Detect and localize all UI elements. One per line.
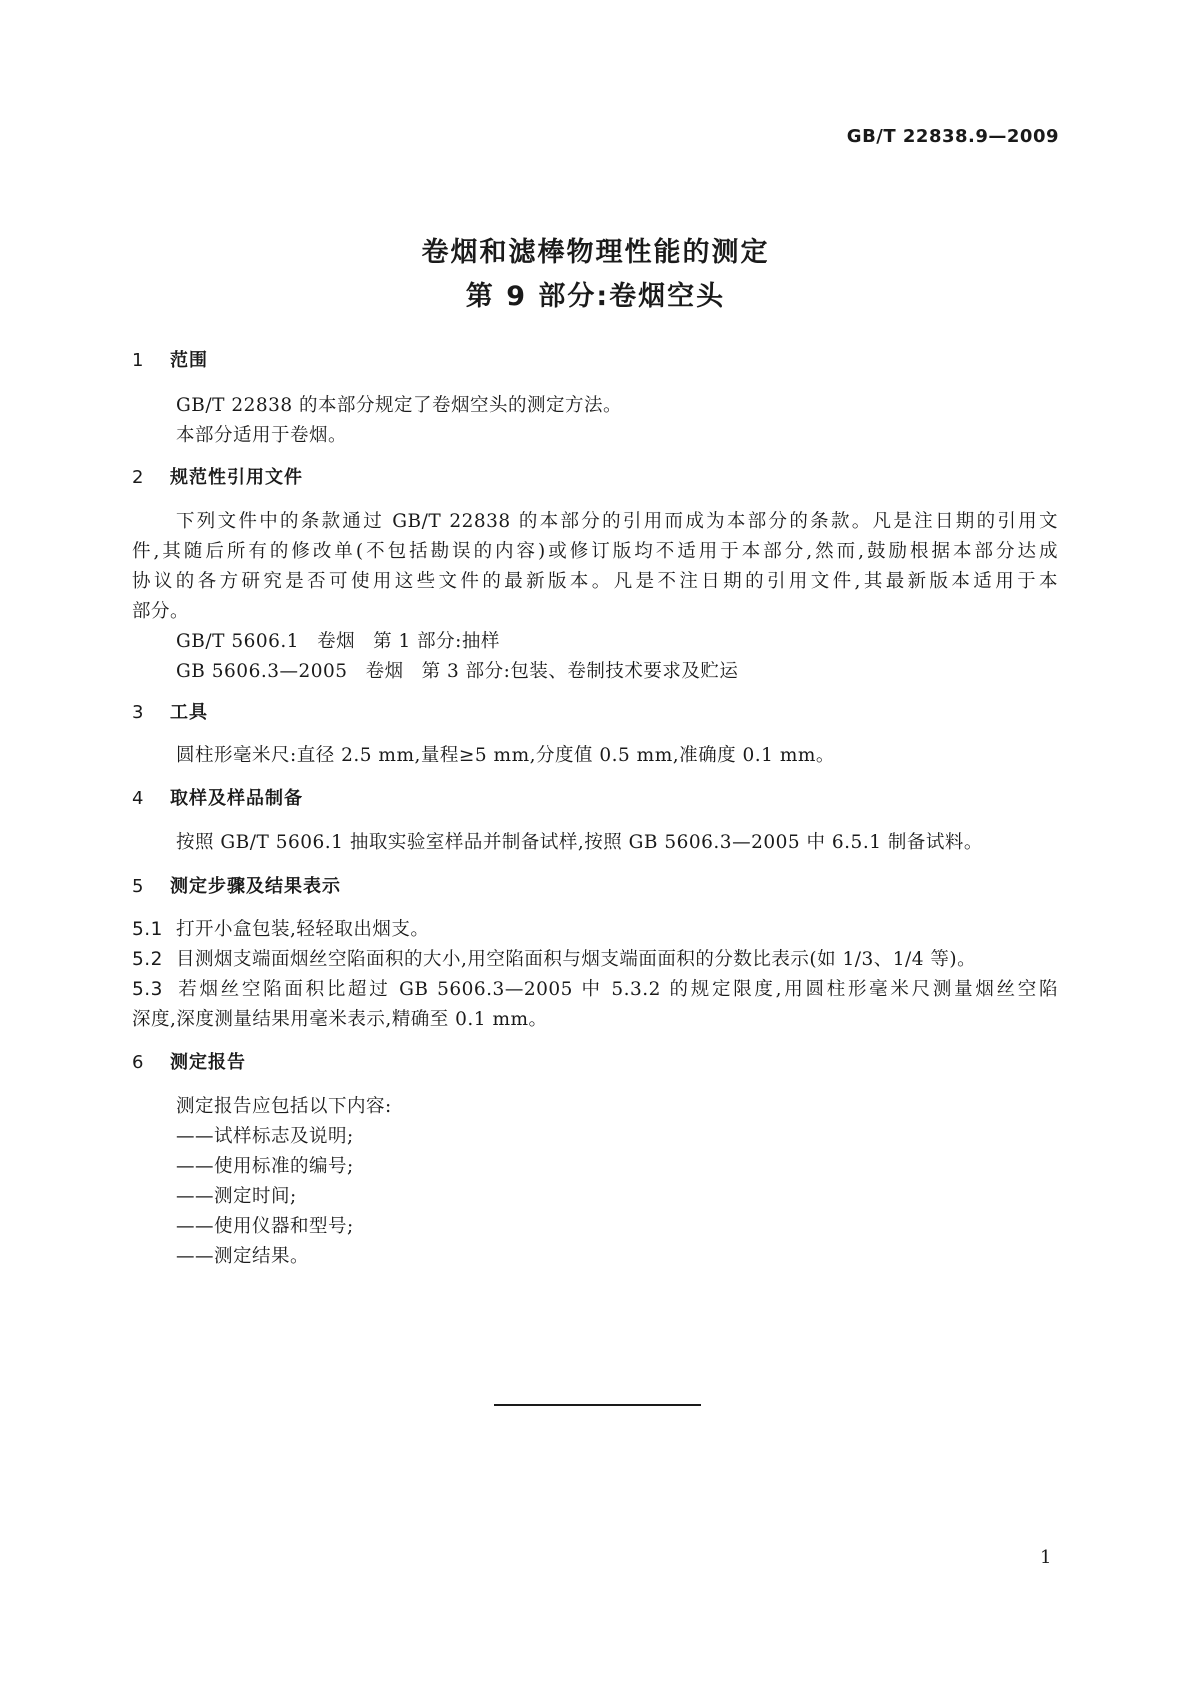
clause-5-3-continued: 深度,深度测量结果用毫米表示,精确至 0.1 mm。 — [132, 1009, 548, 1030]
section-number: 3 — [132, 702, 145, 723]
list-item: ——测定结果。 — [176, 1246, 310, 1267]
section-title: 测定步骤及结果表示 — [170, 876, 341, 897]
section-2-heading — [132, 463, 303, 489]
list-item: ——测定时间; — [176, 1186, 297, 1207]
clause-text: 目测烟支端面烟丝空陷面积的大小,用空陷面积与烟支端面面积的分数比表示(如 1/3、1/4 等)。 — [176, 949, 977, 970]
section-number: 1 — [132, 350, 145, 371]
list-item: ——试样标志及说明; — [176, 1126, 354, 1147]
clause-5-3 — [132, 975, 1058, 1001]
section-4-heading — [132, 784, 303, 810]
reference-code: GB 5606.3—2005 — [176, 661, 348, 682]
section-number: 5 — [132, 876, 145, 897]
standard-code: GB/T 22838.9—2009 — [846, 126, 1059, 147]
clause-5-2 — [132, 945, 976, 971]
section-title: 工具 — [170, 702, 208, 723]
document-subtitle: 第 9 部分:卷烟空头 — [465, 281, 726, 312]
clause-number: 5.3 — [132, 979, 163, 1000]
normative-reference — [176, 657, 738, 683]
section-number: 2 — [132, 467, 145, 488]
page-number: 1 — [1040, 1547, 1052, 1568]
clause-text: 若烟丝空陷面积比超过 GB 5606.3—2005 中 5.3.2 的规定限度,用圆柱形毫米尺测量烟丝空陷 — [176, 979, 1058, 1000]
reference-part-b: 第 1 部分:抽样 — [373, 631, 500, 652]
section-6-heading — [132, 1048, 246, 1074]
section-title: 测定报告 — [170, 1052, 246, 1073]
clause-5-1 — [132, 915, 429, 941]
paragraph: GB/T 22838 的本部分规定了卷烟空头的测定方法。 — [176, 395, 623, 416]
section-1-heading — [132, 346, 208, 372]
paragraph-line: 下列文件中的条款通过 GB/T 22838 的本部分的引用而成为本部分的条款。凡是注日期的引用文 — [176, 511, 1058, 532]
reference-code: GB/T 5606.1 — [176, 631, 300, 652]
paragraph: 测定报告应包括以下内容: — [176, 1096, 392, 1117]
section-3-heading — [132, 698, 208, 724]
section-number: 6 — [132, 1052, 145, 1073]
reference-part-b: 第 3 部分:包装、卷制技术要求及贮运 — [421, 661, 739, 682]
paragraph-line: 部分。 — [132, 601, 190, 622]
list-item: ——使用标准的编号; — [176, 1156, 354, 1177]
paragraph: 按照 GB/T 5606.1 抽取实验室样品并制备试样,按照 GB 5606.3—2005 中 6.5.1 制备试料。 — [176, 832, 983, 853]
normative-reference — [176, 627, 500, 653]
clause-number: 5.2 — [132, 949, 163, 970]
paragraph-line: 件,其随后所有的修改单(不包括勘误的内容)或修订版均不适用于本部分,然而,鼓励根据本部分达成 — [132, 541, 1058, 562]
section-5-heading — [132, 872, 341, 898]
paragraph: 圆柱形毫米尺:直径 2.5 mm,量程≥5 mm,分度值 0.5 mm,准确度 0.1 mm。 — [176, 745, 835, 766]
reference-part-a: 卷烟 — [317, 631, 356, 652]
section-title: 取样及样品制备 — [170, 788, 303, 809]
clause-text: 打开小盒包装,轻轻取出烟支。 — [176, 919, 430, 940]
document-title: 卷烟和滤棒物理性能的测定 — [421, 237, 770, 268]
section-title: 规范性引用文件 — [170, 467, 303, 488]
paragraph: 本部分适用于卷烟。 — [176, 425, 348, 446]
reference-part-a: 卷烟 — [365, 661, 404, 682]
list-item: ——使用仪器和型号; — [176, 1216, 354, 1237]
section-number: 4 — [132, 788, 145, 809]
section-title: 范围 — [170, 350, 208, 371]
paragraph-line: 协议的各方研究是否可使用这些文件的最新版本。凡是不注日期的引用文件,其最新版本适用于本 — [132, 571, 1058, 592]
clause-number: 5.1 — [132, 919, 163, 940]
end-divider — [494, 1404, 701, 1406]
